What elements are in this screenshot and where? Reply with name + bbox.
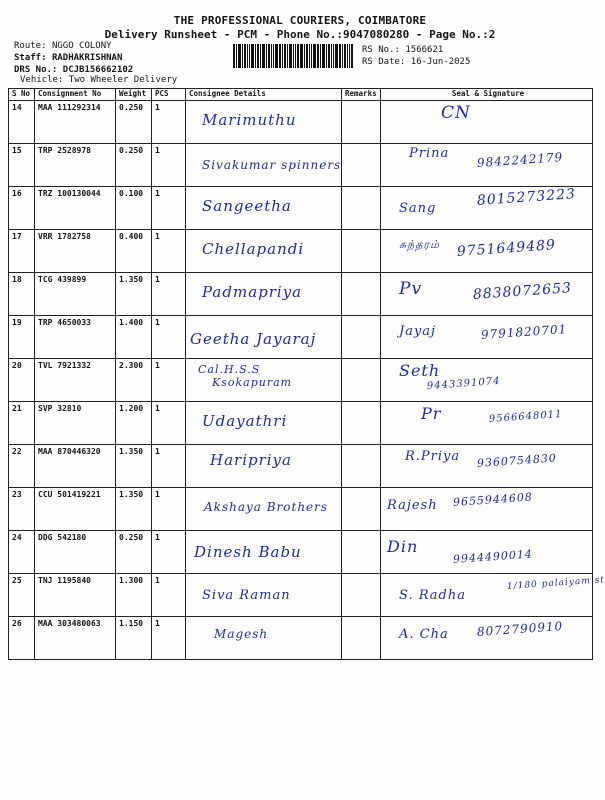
cell-sno: 24 — [9, 531, 35, 574]
cell-consignment: TRP 2528978 — [35, 144, 116, 187]
cell-signature — [381, 273, 593, 316]
handwritten-phone: 8072790910 — [476, 618, 564, 639]
cell-remarks — [342, 101, 381, 144]
vehicle-value: Two Wheeler Delivery — [68, 75, 178, 85]
table-row — [9, 230, 593, 273]
handwritten-phone: 1/180 palaiyam st — [506, 575, 605, 592]
cell-signature — [381, 488, 593, 531]
cell-pcs: 1 — [152, 445, 186, 488]
cell-remarks — [342, 316, 381, 359]
cell-consignment: TNJ 1195840 — [35, 574, 116, 617]
cell-remarks — [342, 617, 381, 660]
cell-remarks — [342, 273, 381, 316]
table-row — [9, 101, 593, 144]
cell-pcs: 1 — [152, 574, 186, 617]
table-row — [9, 402, 593, 445]
handwritten-phone: 9842242179 — [476, 149, 564, 170]
cell-weight: 1.350 — [116, 273, 152, 316]
cell-signature — [381, 531, 593, 574]
runsheet-subtitle: Delivery Runsheet - PCM - Phone No.:9047080280 - Page No.:2 — [104, 28, 496, 41]
cell-consignee — [186, 101, 342, 144]
cell-pcs: 1 — [152, 101, 186, 144]
handwritten-consignee: Udayathri — [202, 412, 288, 430]
handwritten-signature: Seth — [399, 361, 441, 380]
cell-sno: 15 — [9, 144, 35, 187]
cell-weight: 0.400 — [116, 230, 152, 273]
cell-pcs: 1 — [152, 402, 186, 445]
cell-remarks — [342, 359, 381, 402]
rs-no-label: RS No.: — [362, 45, 400, 55]
cell-sno: 16 — [9, 187, 35, 230]
cell-sno: 26 — [9, 617, 35, 660]
cell-consignee — [186, 230, 342, 273]
cell-remarks — [342, 488, 381, 531]
cell-consignee — [186, 488, 342, 531]
rs-no-value: 1566621 — [405, 45, 444, 55]
cell-pcs: 1 — [152, 230, 186, 273]
table-row — [9, 574, 593, 617]
cell-signature — [381, 359, 593, 402]
col-header-weight: Weight — [116, 89, 152, 101]
cell-pcs: 1 — [152, 187, 186, 230]
handwritten-consignee: Marimuthu — [202, 111, 297, 129]
cell-consignment: DDG 542180 — [35, 531, 116, 574]
handwritten-phone: 9944490014 — [452, 547, 534, 566]
handwritten-consignee: Haripriya — [210, 451, 292, 469]
cell-weight: 0.250 — [116, 144, 152, 187]
staff-label: Staff: — [14, 53, 47, 63]
handwritten-signature: Rajesh — [387, 498, 438, 513]
handwritten-consignee: Sangeetha — [202, 197, 292, 215]
cell-remarks — [342, 144, 381, 187]
drs-line — [14, 65, 133, 75]
drs-value: DCJB156662102 — [62, 65, 134, 75]
handwritten-phone: 8015273223 — [476, 186, 577, 209]
cell-consignment: MAA 870446320 — [35, 445, 116, 488]
col-header-pcs: PCS — [152, 89, 186, 101]
handwritten-signature: Pr — [421, 404, 442, 423]
handwritten-consignee: Geetha Jayaraj — [190, 330, 317, 348]
cell-consignee — [186, 531, 342, 574]
route-value: NGGO COLONY — [51, 41, 112, 51]
table-row — [9, 488, 593, 531]
rs-date-value: 16-Jun-2025 — [410, 57, 471, 67]
cell-sno: 20 — [9, 359, 35, 402]
cell-weight: 0.250 — [116, 101, 152, 144]
handwritten-phone: 9655944608 — [452, 490, 534, 509]
cell-consignee — [186, 316, 342, 359]
col-header-consignee: Consignee Details — [186, 89, 342, 101]
cell-pcs: 1 — [152, 273, 186, 316]
rs-date-label: RS Date: — [362, 57, 406, 67]
cell-consignment: SVP 32810 — [35, 402, 116, 445]
table-row — [9, 617, 593, 660]
handwritten-signature: Sang — [399, 201, 437, 216]
cell-signature — [381, 617, 593, 660]
vehicle-label: Vehicle: — [20, 75, 64, 85]
col-header-signature: Seal & Signature — [381, 89, 593, 101]
handwritten-consignee: Magesh — [214, 627, 269, 641]
cell-sno: 21 — [9, 402, 35, 445]
table-row — [9, 531, 593, 574]
cell-consignee — [186, 402, 342, 445]
handwritten-signature: சுந்தரம் — [399, 238, 440, 251]
table-row — [9, 316, 593, 359]
cell-sno: 18 — [9, 273, 35, 316]
handwritten-phone: 9751649489 — [456, 237, 557, 260]
handwritten-signature: Pv — [399, 279, 423, 299]
cell-consignee — [186, 187, 342, 230]
cell-pcs: 1 — [152, 316, 186, 359]
staff-value: RADHAKRISHNAN — [51, 53, 123, 63]
cell-sno: 14 — [9, 101, 35, 144]
cell-sno: 23 — [9, 488, 35, 531]
cell-consignment: CCU 501419221 — [35, 488, 116, 531]
table-row — [9, 144, 593, 187]
cell-signature — [381, 187, 593, 230]
cell-consignee — [186, 574, 342, 617]
cell-remarks — [342, 531, 381, 574]
col-header-consignment: Consignment No — [35, 89, 116, 101]
cell-signature — [381, 445, 593, 488]
cell-consignee — [186, 144, 342, 187]
cell-pcs: 1 — [152, 144, 186, 187]
cell-consignment: TRP 4650033 — [35, 316, 116, 359]
cell-remarks — [342, 187, 381, 230]
cell-remarks — [342, 230, 381, 273]
table-row — [9, 359, 593, 402]
cell-consignment: TCG 439899 — [35, 273, 116, 316]
cell-consignment: TVL 7921332 — [35, 359, 116, 402]
cell-remarks — [342, 402, 381, 445]
cell-signature — [381, 230, 593, 273]
cell-signature — [381, 402, 593, 445]
handwritten-consignee-line2: Ksokapuram — [212, 376, 293, 389]
barcode-image — [233, 44, 353, 68]
handwritten-signature: CN — [441, 103, 471, 123]
cell-weight: 0.100 — [116, 187, 152, 230]
cell-consignee — [186, 445, 342, 488]
handwritten-consignee: Cal.H.S.S — [198, 363, 261, 376]
handwritten-consignee: Chellapandi — [202, 240, 305, 258]
cell-weight: 0.250 — [116, 531, 152, 574]
handwritten-consignee: Sivakumar spinners — [202, 158, 342, 172]
cell-weight: 1.400 — [116, 316, 152, 359]
cell-weight: 1.300 — [116, 574, 152, 617]
cell-weight: 1.200 — [116, 402, 152, 445]
handwritten-phone: 9791820701 — [480, 321, 568, 342]
handwritten-signature: R.Priya — [405, 449, 461, 464]
cell-consignee — [186, 359, 342, 402]
handwritten-phone: 9443391074 — [426, 375, 501, 392]
runsheet-title: THE PROFESSIONAL COURIERS, COIMBATORE — [173, 14, 427, 27]
cell-sno: 19 — [9, 316, 35, 359]
cell-consignment: MAA 111292314 — [35, 101, 116, 144]
cell-pcs: 1 — [152, 359, 186, 402]
cell-sno: 22 — [9, 445, 35, 488]
cell-consignment: VRR 1782758 — [35, 230, 116, 273]
cell-sno: 17 — [9, 230, 35, 273]
cell-weight: 1.150 — [116, 617, 152, 660]
table-header-row — [9, 89, 593, 101]
col-header-remarks: Remarks — [342, 89, 381, 101]
runsheet-table — [8, 88, 605, 660]
handwritten-signature: Prina — [409, 146, 450, 161]
handwritten-signature: S. Radha — [399, 588, 466, 603]
handwritten-signature: Din — [387, 537, 419, 556]
cell-signature — [381, 144, 593, 187]
rs-date-line — [362, 57, 470, 67]
cell-consignment: MAA 303480063 — [35, 617, 116, 660]
cell-weight: 1.350 — [116, 445, 152, 488]
col-header-sno: S No — [9, 89, 35, 101]
handwritten-phone: 8838072653 — [472, 280, 573, 303]
rs-no-line — [362, 45, 443, 55]
staff-line — [14, 53, 122, 63]
drs-label: DRS No.: — [14, 65, 58, 75]
handwritten-phone: 9566648011 — [488, 408, 563, 425]
vehicle-line — [20, 75, 177, 85]
cell-signature — [381, 101, 593, 144]
cell-weight: 2.300 — [116, 359, 152, 402]
handwritten-phone: 9360754830 — [476, 451, 558, 470]
cell-consignment: TRZ 100130044 — [35, 187, 116, 230]
handwritten-signature: Jayaj — [399, 324, 437, 339]
handwritten-consignee: Padmapriya — [202, 283, 303, 301]
cell-sno: 25 — [9, 574, 35, 617]
cell-remarks — [342, 574, 381, 617]
cell-remarks — [342, 445, 381, 488]
handwritten-consignee: Siva Raman — [202, 588, 291, 603]
table-row — [9, 445, 593, 488]
cell-signature — [381, 574, 605, 617]
cell-pcs: 1 — [152, 488, 186, 531]
cell-pcs: 1 — [152, 531, 186, 574]
cell-signature — [381, 316, 593, 359]
handwritten-consignee: Dinesh Babu — [194, 543, 302, 561]
cell-weight: 1.350 — [116, 488, 152, 531]
cell-pcs: 1 — [152, 617, 186, 660]
route-line — [14, 41, 112, 51]
cell-consignee — [186, 273, 342, 316]
table-row — [9, 273, 593, 316]
table-row — [9, 187, 593, 230]
handwritten-signature: A. Cha — [399, 627, 449, 642]
route-label: Route: — [14, 41, 47, 51]
cell-consignee — [186, 617, 342, 660]
handwritten-consignee: Akshaya Brothers — [204, 500, 329, 514]
